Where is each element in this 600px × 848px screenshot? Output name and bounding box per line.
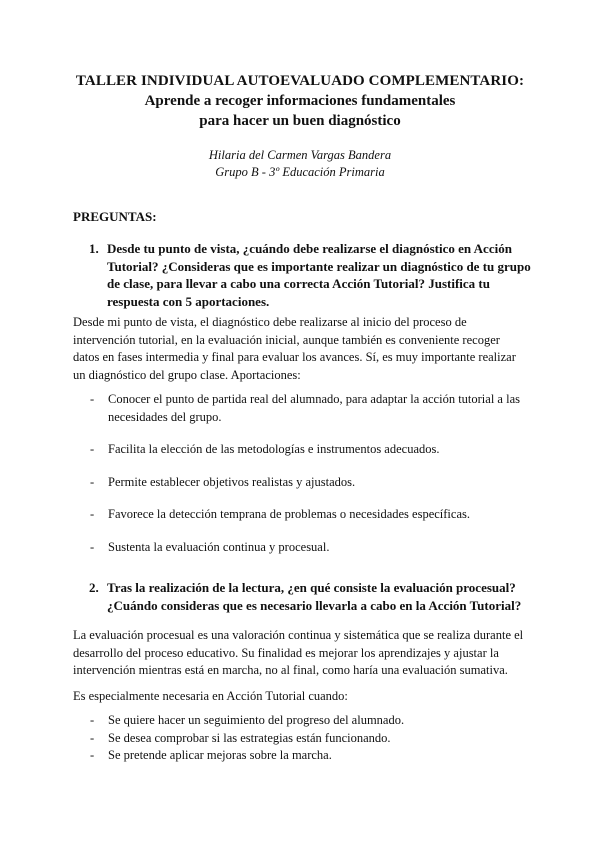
list-item-text: Se desea comprobar si las estrategias están funcionando. xyxy=(108,730,391,745)
answer-2-paragraph-2: Es especialmente necesaria en Acción Tutorial cuando: xyxy=(73,689,348,703)
document-subtitle-line-2: para hacer un buen diagnóstico xyxy=(199,113,401,129)
dash-bullet: - xyxy=(90,730,95,745)
document-header xyxy=(0,72,600,131)
list-item-text: Permite establecer objetivos realistas y ajustados. xyxy=(108,474,356,489)
question-text: Tras la realización de la lectura, ¿en qué consiste la evaluación procesual? ¿Cuándo consideras que es necesario llevarla a cabo en la Acción Tutorial? xyxy=(107,580,522,613)
document-subtitle-line-1: Aprende a recoger informaciones fundamentales xyxy=(144,93,456,109)
question-text: Desde tu punto de vista, ¿cuándo debe realizarse el diagnóstico en Acción Tutorial? ¿Consideras que es importante realizar un diagnóstico de tu grupo de clase, para llevar a cabo una correcta Acción Tutorial? Justifica tu respuesta con 5 aportaciones. xyxy=(107,241,531,309)
list-item-text: Sustenta la evaluación continua y procesual. xyxy=(108,539,330,554)
list-item xyxy=(90,474,530,492)
dash-bullet: - xyxy=(90,713,95,727)
answer-1-paragraph: Desde mi punto de vista, el diagnóstico debe realizarse al inicio del proceso de intervención tutorial, en la evaluación inicial, aunque también es conveniente recoger datos en fases intermedia y final para evaluar los avances. Sí, es muy importante realizar un diagnóstico del grupo clase. Aportaciones: xyxy=(73,315,516,382)
dash-bullet: - xyxy=(90,748,95,762)
list-item xyxy=(90,506,530,524)
dash-bullet: - xyxy=(90,442,95,456)
list-item xyxy=(90,747,530,765)
list-item-text: Se quiere hacer un seguimiento del progreso del alumnado. xyxy=(108,713,405,727)
answer-2-paragraph-1: La evaluación procesual es una valoración continua y sistemática que se realiza durante el desarrollo del proceso educativo. Su finalidad es mejorar los aprendizajes y ajustar la intervención mientras está en marcha, no al final, como haría una evaluación sumativa. xyxy=(73,628,524,677)
section-label: PREGUNTAS: xyxy=(73,209,157,224)
author-name: Hilaria del Carmen Vargas Bandera xyxy=(208,148,392,162)
answer-1-list xyxy=(90,391,530,571)
list-item xyxy=(90,441,530,459)
dash-bullet: - xyxy=(90,539,95,554)
dash-bullet: - xyxy=(90,507,95,521)
list-item-text: Conocer el punto de partida real del alumnado, para adaptar la acción tutorial a las necesidades del grupo. xyxy=(108,392,520,424)
list-item xyxy=(90,539,530,557)
answer-2-list xyxy=(90,712,530,765)
list-item xyxy=(90,712,530,730)
author-block xyxy=(0,147,600,181)
list-item-text: Favorece la detección temprana de problemas o necesidades específicas. xyxy=(108,507,470,521)
list-item xyxy=(90,730,530,748)
list-item-text: Se pretende aplicar mejoras sobre la marcha. xyxy=(108,748,332,762)
question-number: 1. xyxy=(89,241,99,256)
document-title: TALLER INDIVIDUAL AUTOEVALUADO COMPLEMENTARIO: xyxy=(75,73,525,89)
question-number: 2. xyxy=(89,580,99,595)
list-item-text: Facilita la elección de las metodologías e instrumentos adecuados. xyxy=(108,442,440,456)
list-item xyxy=(90,391,530,426)
question-2 xyxy=(91,579,531,614)
dash-bullet: - xyxy=(90,474,95,489)
dash-bullet: - xyxy=(90,392,95,406)
question-1 xyxy=(91,240,531,310)
author-group: Grupo B - 3º Educación Primaria xyxy=(215,165,385,179)
